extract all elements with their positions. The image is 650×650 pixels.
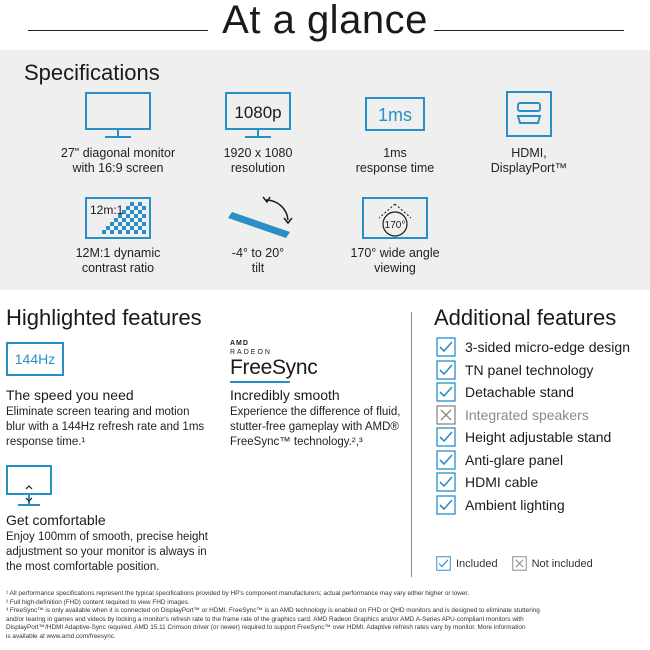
feature-desc-smooth: [230, 405, 410, 450]
spec-label: [183, 146, 333, 176]
cross-icon: [512, 556, 527, 571]
spec-label-line: tilt: [251, 261, 265, 275]
refresh-rate-144hz-icon: [6, 342, 64, 376]
feature-desc-line: response time.¹: [6, 436, 86, 448]
check-icon: [436, 360, 456, 380]
spec-label: [320, 246, 470, 276]
check-icon: [436, 450, 456, 470]
check-icon: [436, 382, 456, 402]
feature-desc-line: the most comfortable position.: [6, 561, 160, 573]
title-rule-right: [434, 30, 624, 31]
amd-freesync-logo: [230, 340, 340, 383]
cross-icon: [436, 405, 456, 425]
spec-label: [183, 246, 333, 276]
feature-desc-comfortable: [6, 530, 221, 575]
spec-label-line: contrast ratio: [81, 261, 155, 275]
additional-feature-item: [436, 471, 646, 494]
feature-desc-line: stutter-free gameplay with AMD®: [230, 421, 399, 433]
feature-title-comfortable: Get comfortable: [6, 512, 106, 528]
footnote-1: ¹ All performance specifications represent the typical specifications provided by HP's component manufacturers; actual performance may vary either higher or lower.: [6, 590, 469, 597]
spec-label-line: -4° to 20°: [231, 246, 285, 260]
height-adjust-icon: [6, 465, 52, 507]
feature-desc-line: blur with a 144Hz refresh rate and 1ms: [6, 421, 205, 433]
additional-feature-item: [436, 381, 646, 404]
contrast-ratio-icon: [78, 196, 158, 242]
spec-label-line: viewing: [374, 261, 416, 275]
freesync-underline: [230, 381, 290, 383]
response-time-icon: [360, 90, 430, 142]
viewing-angle-icon: [355, 196, 435, 242]
feature-desc-line: Experience the difference of fluid,: [230, 406, 401, 418]
feature-desc-line: Eliminate screen tearing and motion: [6, 406, 190, 418]
feature-desc-speed: [6, 405, 216, 450]
spec-label-line: 170° wide angle: [350, 246, 440, 260]
viewing-angle-icon-text: 170°: [384, 220, 406, 231]
additional-feature-label: 3-sided micro-edge design: [465, 339, 630, 356]
spec-item-resolution: [183, 90, 333, 176]
additional-features-heading: Additional features: [434, 305, 617, 330]
spec-label-line: 27" diagonal monitor: [60, 146, 176, 160]
legend-not-included-label: Not included: [531, 557, 593, 570]
spec-label-line: resolution: [230, 161, 286, 175]
response-icon-text: 1ms: [377, 105, 413, 125]
specifications-heading: Specifications: [24, 60, 160, 85]
feature-desc-line: adjustment so your monitor is always in: [6, 546, 207, 558]
additional-feature-label: Anti-glare panel: [465, 451, 564, 468]
check-icon: [436, 472, 456, 492]
spec-label-line: 1ms: [383, 146, 407, 160]
additional-feature-label: Ambient lighting: [465, 496, 565, 513]
feature-desc-line: Enjoy 100mm of smooth, precise height: [6, 531, 208, 543]
footnote-3-line-4: is available at www.amd.com/freesync.: [6, 632, 116, 640]
additional-feature-item: [436, 359, 646, 382]
spec-label-line: DisplayPort™: [490, 161, 568, 175]
feature-desc-line: FreeSync™ technology.²,³: [230, 436, 363, 448]
spec-label-line: 1920 x 1080: [223, 146, 293, 160]
freesync-logo-text: FreeSync: [230, 356, 318, 379]
legend: [436, 556, 593, 571]
resolution-1080p-icon: [223, 90, 293, 142]
spec-item-tilt: [183, 196, 333, 276]
monitor-icon: [83, 90, 153, 142]
ports-icon: [494, 90, 564, 142]
additional-feature-label: HDMI cable: [465, 474, 539, 491]
spec-item-response-time: [320, 90, 470, 176]
specifications-panel: [0, 50, 650, 290]
amd-logo-text: AMD: [230, 340, 249, 347]
title-row: [0, 0, 650, 50]
resolution-icon-text: 1080p: [234, 103, 282, 122]
column-divider: [411, 312, 412, 577]
footnote-3-line-1: ³ FreeSync™ is only available when it is connected on DisplayPort™ or HDMI. FreeSync™ is an AMD technology is enabled on FHD or QHD monitors and is designed to eliminate stuttering: [6, 607, 540, 614]
spec-label: [320, 146, 470, 176]
additional-feature-label: TN panel technology: [465, 361, 594, 378]
spec-label-line: response time: [355, 161, 435, 175]
spec-item-contrast: [43, 196, 193, 276]
feature-title-speed: The speed you need: [6, 387, 134, 403]
spec-label-line: with 16:9 screen: [72, 161, 164, 175]
spec-label: [43, 246, 193, 276]
tilt-icon: [218, 196, 298, 242]
additional-feature-label: Integrated speakers: [465, 406, 589, 423]
highlighted-features-heading: Highlighted features: [6, 305, 202, 330]
legend-included-label: Included: [456, 557, 498, 570]
spec-item-size: [43, 90, 193, 176]
additional-feature-item: [436, 494, 646, 517]
spec-label: [454, 146, 604, 176]
spec-item-viewing-angle: [320, 196, 470, 276]
additional-feature-item: [436, 449, 646, 472]
check-icon: [436, 427, 456, 447]
footnote-2: ² Full high-definition (FHD) content required to view FHD images.: [6, 598, 190, 606]
additional-features-list: [436, 336, 646, 516]
spec-label-line: 12M:1 dynamic: [75, 246, 161, 260]
footnote-3-line-2: and/or tearing in games and videos by locking a monitor's refresh rate to the frame rate of the graphics card. AMD Radeon Graphics and/or AMD A-Series APU-compliant monitors with: [6, 615, 524, 623]
spec-label: [43, 146, 193, 176]
footnote-3-line-3: DisplayPort™/HDMI Adaptive-Sync required. AMD 15.11 Crimson driver (or newer) required to support FreeSync™ over HDMI. Adaptive refresh rates vary by monitor. More information: [6, 624, 526, 631]
additional-feature-item: [436, 404, 646, 427]
check-icon: [436, 337, 456, 357]
additional-feature-label: Detachable stand: [465, 384, 574, 401]
additional-feature-label: Height adjustable stand: [465, 429, 612, 446]
radeon-logo-text: RADEON: [230, 349, 272, 356]
refresh-rate-icon-text: 144Hz: [14, 351, 56, 367]
feature-title-smooth: Incredibly smooth: [230, 387, 340, 403]
footnotes: [6, 590, 646, 641]
spec-label-line: HDMI,: [511, 146, 547, 160]
additional-feature-item: [436, 426, 646, 449]
spec-item-ports: [454, 90, 604, 176]
contrast-icon-text: 12m:1: [90, 203, 124, 217]
page-title: At a glance: [222, 0, 428, 42]
check-icon: [436, 556, 451, 571]
check-icon: [436, 495, 456, 515]
additional-feature-item: [436, 336, 646, 359]
